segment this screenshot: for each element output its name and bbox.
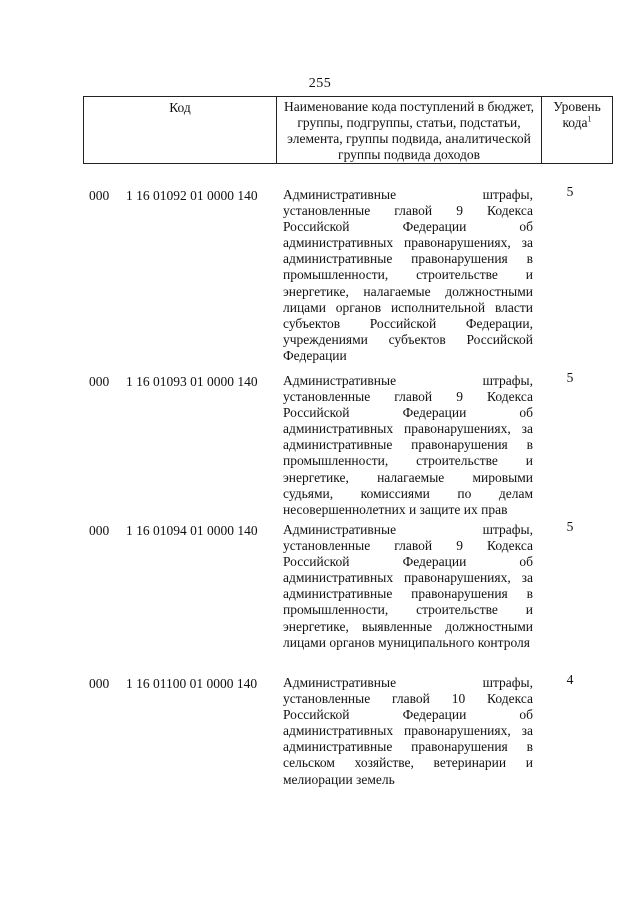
row-description: Административные штрафы, установленные главой 9 Кодекса Российской Федерации об административных правонарушениях, за административные правонарушения в промышленности, строительстве и энергетике, налагаемые должностными лицами органов исполнительной власти субъектов Российской Федерации, учреждениями субъектов Российской Федерации <box>283 187 533 363</box>
row-prefix: 000 <box>89 523 110 538</box>
row-prefix: 000 <box>89 676 110 691</box>
table-header <box>83 96 613 164</box>
row-level: 4 <box>566 672 574 687</box>
row-code: 1 16 01094 01 0000 140 <box>126 523 258 538</box>
row-code: 1 16 01100 01 0000 140 <box>126 676 258 691</box>
header-code-label: Код <box>169 100 191 115</box>
row-description: Административные штрафы, установленные главой 10 Кодекса Российской Федерации об административных правонарушениях, за административные правонарушения в сельском хозяйстве, ветеринарии и мелиорации земель <box>283 675 533 787</box>
row-description: Административные штрафы, установленные главой 9 Кодекса Российской Федерации об административных правонарушениях, за административные правонарушения в промышленности, строительстве и энергетике, налагаемые мировыми судьями, комиссиями по делам несовершеннолетних и защите их прав <box>283 373 533 517</box>
row-code: 1 16 01093 01 0000 140 <box>126 374 258 389</box>
row-level: 5 <box>566 184 574 199</box>
header-name <box>277 97 542 164</box>
row-description: Административные штрафы, установленные главой 9 Кодекса Российской Федерации об административных правонарушениях, за административные правонарушения в промышленности, строительстве и энергетике, выявленные должностными лицами органов муниципального контроля <box>283 522 533 650</box>
row-code: 1 16 01092 01 0000 140 <box>126 188 258 203</box>
page-number: 255 <box>308 76 332 91</box>
row-level: 5 <box>566 519 574 534</box>
header-level <box>542 97 613 164</box>
header-level-footnote: 1 <box>587 114 592 124</box>
row-prefix: 000 <box>89 374 110 389</box>
row-prefix: 000 <box>89 188 110 203</box>
header-level-label: Уровень кода <box>553 99 601 130</box>
header-name-label: Наименование кода поступлений в бюджет, группы, подгруппы, статьи, подстатьи, элемента, группы подвида, аналитической группы подвида доходов <box>283 99 534 162</box>
row-level: 5 <box>566 370 574 385</box>
header-code <box>84 97 277 164</box>
